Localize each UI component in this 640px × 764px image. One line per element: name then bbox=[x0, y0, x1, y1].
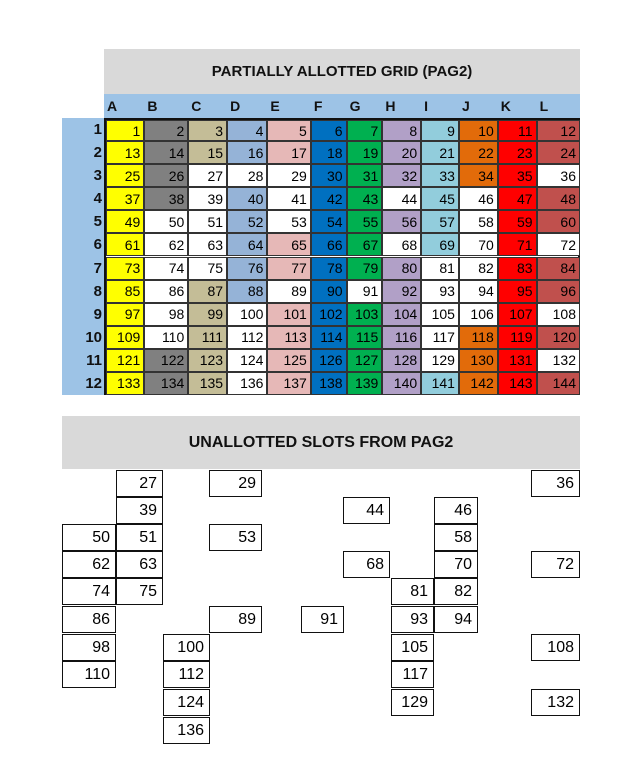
unallotted-slot: 105 bbox=[391, 634, 434, 661]
unallotted-slot: 124 bbox=[163, 689, 210, 716]
unallotted-slot: 63 bbox=[116, 551, 163, 578]
grid-cell: 105 bbox=[421, 303, 459, 326]
grid-cell: 33 bbox=[421, 164, 459, 187]
column-header-bar bbox=[104, 94, 580, 118]
grid-cell: 66 bbox=[311, 233, 347, 256]
row-number-5: 5 bbox=[93, 213, 102, 231]
grid-cell: 21 bbox=[421, 141, 459, 164]
grid-cell: 123 bbox=[188, 349, 227, 372]
grid-cell: 15 bbox=[188, 141, 227, 164]
grid-cell: 60 bbox=[537, 210, 580, 233]
grid-cell: 124 bbox=[227, 349, 267, 372]
grid-cell: 76 bbox=[227, 257, 267, 280]
unallotted-slot: 129 bbox=[391, 689, 434, 716]
grid-cell: 82 bbox=[459, 257, 498, 280]
unallotted-slot: 82 bbox=[434, 578, 478, 605]
grid-cell: 72 bbox=[537, 233, 580, 256]
grid-cell: 45 bbox=[421, 187, 459, 210]
grid-cell: 38 bbox=[144, 187, 188, 210]
unallotted-slot: 44 bbox=[343, 497, 390, 524]
unallotted-slot: 58 bbox=[434, 524, 478, 551]
column-letter-h: H bbox=[385, 98, 396, 114]
grid-cell: 7 bbox=[347, 120, 383, 141]
unallotted-slot: 132 bbox=[531, 689, 580, 716]
grid-cell: 8 bbox=[382, 120, 421, 141]
unallotted-slot: 110 bbox=[62, 661, 116, 688]
column-letter-i: I bbox=[424, 98, 429, 114]
grid-cell: 80 bbox=[382, 257, 421, 280]
grid-cell: 53 bbox=[267, 210, 310, 233]
grid-cell: 49 bbox=[106, 210, 144, 233]
grid-cell: 64 bbox=[227, 233, 267, 256]
unallotted-slot: 53 bbox=[209, 524, 262, 551]
grid-cell: 118 bbox=[459, 326, 498, 349]
grid-cell: 57 bbox=[421, 210, 459, 233]
grid-cell: 132 bbox=[537, 349, 580, 372]
unallotted-title: UNALLOTTED SLOTS FROM PAG2 bbox=[62, 416, 580, 469]
grid-cell: 100 bbox=[227, 303, 267, 326]
unallotted-slot: 86 bbox=[62, 606, 116, 633]
grid-cell: 13 bbox=[106, 141, 144, 164]
grid-cell: 137 bbox=[267, 372, 310, 395]
grid-cell: 17 bbox=[267, 141, 310, 164]
grid-cell: 11 bbox=[498, 120, 537, 141]
grid-cell: 109 bbox=[106, 326, 144, 349]
grid-cell: 88 bbox=[227, 280, 267, 303]
unallotted-slot: 81 bbox=[391, 578, 434, 605]
grid-cell: 91 bbox=[347, 280, 383, 303]
grid-cell: 128 bbox=[382, 349, 421, 372]
row-number-9: 9 bbox=[93, 305, 102, 323]
grid-cell: 19 bbox=[347, 141, 383, 164]
grid-cell: 120 bbox=[537, 326, 580, 349]
grid-cell: 115 bbox=[347, 326, 383, 349]
grid-cell: 117 bbox=[421, 326, 459, 349]
unallotted-slot: 91 bbox=[301, 606, 344, 633]
grid-cell: 61 bbox=[106, 233, 144, 256]
unallotted-slot: 112 bbox=[163, 661, 210, 688]
grid-cell: 67 bbox=[347, 233, 383, 256]
grid-cell: 89 bbox=[267, 280, 310, 303]
grid-cell: 31 bbox=[347, 164, 383, 187]
grid-cell: 35 bbox=[498, 164, 537, 187]
column-letter-k: K bbox=[500, 98, 511, 114]
unallotted-slot: 75 bbox=[116, 578, 163, 605]
grid-cell: 20 bbox=[382, 141, 421, 164]
grid-cell: 54 bbox=[311, 210, 347, 233]
grid-cell: 106 bbox=[459, 303, 498, 326]
grid-cell: 126 bbox=[311, 349, 347, 372]
grid-cell: 65 bbox=[267, 233, 310, 256]
unallotted-slot: 94 bbox=[434, 606, 478, 633]
row-number-2: 2 bbox=[93, 144, 102, 162]
grid-cell: 86 bbox=[144, 280, 188, 303]
grid-cell: 95 bbox=[498, 280, 537, 303]
grid-cell: 22 bbox=[459, 141, 498, 164]
grid-cell: 50 bbox=[144, 210, 188, 233]
grid-cell: 144 bbox=[537, 372, 580, 395]
grid-cell: 52 bbox=[227, 210, 267, 233]
grid-cell: 3 bbox=[188, 120, 227, 141]
grid-cell: 129 bbox=[421, 349, 459, 372]
grid-cell: 134 bbox=[144, 372, 188, 395]
grid-cell: 16 bbox=[227, 141, 267, 164]
grid-cell: 131 bbox=[498, 349, 537, 372]
column-letter-d: D bbox=[230, 98, 241, 114]
unallotted-slot: 50 bbox=[62, 524, 116, 551]
grid-cell: 69 bbox=[421, 233, 459, 256]
grid-cell: 142 bbox=[459, 372, 498, 395]
unallotted-slot: 39 bbox=[116, 497, 163, 524]
row-number-3: 3 bbox=[93, 167, 102, 185]
grid-cell: 9 bbox=[421, 120, 459, 141]
grid-cell: 84 bbox=[537, 257, 580, 280]
grid-cell: 12 bbox=[537, 120, 580, 141]
column-letter-a: A bbox=[107, 98, 118, 114]
unallotted-slot: 68 bbox=[343, 551, 390, 578]
grid-cell: 92 bbox=[382, 280, 421, 303]
grid-cell: 122 bbox=[144, 349, 188, 372]
grid-cell: 63 bbox=[188, 233, 227, 256]
grid-cell: 14 bbox=[144, 141, 188, 164]
grid-cell: 4 bbox=[227, 120, 267, 141]
grid-cell: 130 bbox=[459, 349, 498, 372]
grid-cell: 136 bbox=[227, 372, 267, 395]
grid-cell: 107 bbox=[498, 303, 537, 326]
unallotted-slot: 100 bbox=[163, 634, 210, 661]
grid-cell: 55 bbox=[347, 210, 383, 233]
grid-cell: 98 bbox=[144, 303, 188, 326]
unallotted-slot: 98 bbox=[62, 634, 116, 661]
grid-cell: 62 bbox=[144, 233, 188, 256]
unallotted-slot: 108 bbox=[531, 634, 580, 661]
unallotted-slot: 62 bbox=[62, 551, 116, 578]
row-number-4: 4 bbox=[93, 190, 102, 208]
grid-cell: 68 bbox=[382, 233, 421, 256]
grid-cell: 119 bbox=[498, 326, 537, 349]
grid-cell: 1 bbox=[106, 120, 144, 141]
grid-cell: 2 bbox=[144, 120, 188, 141]
grid-cell: 39 bbox=[188, 187, 227, 210]
row-number-7: 7 bbox=[93, 259, 102, 277]
unallotted-slot: 70 bbox=[434, 551, 478, 578]
grid-cell: 42 bbox=[311, 187, 347, 210]
grid-cell: 113 bbox=[267, 326, 310, 349]
grid-cell: 40 bbox=[227, 187, 267, 210]
grid-cell: 104 bbox=[382, 303, 421, 326]
grid-cell: 48 bbox=[537, 187, 580, 210]
grid-cell: 70 bbox=[459, 233, 498, 256]
grid-cell: 101 bbox=[267, 303, 310, 326]
column-letter-c: C bbox=[191, 98, 202, 114]
grid-cell: 46 bbox=[459, 187, 498, 210]
grid-cell: 29 bbox=[267, 164, 310, 187]
unallotted-slot: 29 bbox=[209, 470, 262, 497]
allotment-grid bbox=[104, 118, 580, 395]
grid-cell: 96 bbox=[537, 280, 580, 303]
grid-cell: 74 bbox=[144, 257, 188, 280]
row-number-1: 1 bbox=[93, 121, 102, 138]
grid-cell: 18 bbox=[311, 141, 347, 164]
unallotted-slot: 74 bbox=[62, 578, 116, 605]
unallotted-slot: 46 bbox=[434, 497, 478, 524]
grid-cell: 6 bbox=[311, 120, 347, 141]
grid-cell: 5 bbox=[267, 120, 310, 141]
unallotted-slot: 136 bbox=[163, 717, 210, 744]
column-letter-f: F bbox=[313, 98, 323, 114]
grid-cell: 93 bbox=[421, 280, 459, 303]
grid-cell: 44 bbox=[382, 187, 421, 210]
grid-cell: 110 bbox=[144, 326, 188, 349]
grid-cell: 41 bbox=[267, 187, 310, 210]
grid-cell: 97 bbox=[106, 303, 144, 326]
grid-cell: 108 bbox=[537, 303, 580, 326]
grid-cell: 37 bbox=[106, 187, 144, 210]
row-number-12: 12 bbox=[85, 374, 102, 392]
grid-cell: 81 bbox=[421, 257, 459, 280]
grid-cell: 114 bbox=[311, 326, 347, 349]
grid-cell: 135 bbox=[188, 372, 227, 395]
grid-cell: 133 bbox=[106, 372, 144, 395]
grid-cell: 125 bbox=[267, 349, 310, 372]
grid-cell: 71 bbox=[498, 233, 537, 256]
grid-cell: 58 bbox=[459, 210, 498, 233]
grid-cell: 140 bbox=[382, 372, 421, 395]
grid-cell: 43 bbox=[347, 187, 383, 210]
column-letter-l: L bbox=[539, 98, 549, 114]
row-number-8: 8 bbox=[93, 282, 102, 300]
grid-cell: 79 bbox=[347, 257, 383, 280]
unallotted-slot: 27 bbox=[116, 470, 163, 497]
grid-cell: 10 bbox=[459, 120, 498, 141]
row-number-10: 10 bbox=[85, 328, 102, 346]
grid-cell: 73 bbox=[106, 257, 144, 280]
unallotted-slot: 117 bbox=[391, 661, 434, 688]
grid-cell: 112 bbox=[227, 326, 267, 349]
grid-cell: 24 bbox=[537, 141, 580, 164]
grid-cell: 94 bbox=[459, 280, 498, 303]
unallotted-slot: 51 bbox=[116, 524, 163, 551]
grid-title: PARTIALLY ALLOTTED GRID (PAG2) bbox=[104, 49, 580, 94]
grid-cell: 23 bbox=[498, 141, 537, 164]
grid-cell: 87 bbox=[188, 280, 227, 303]
grid-cell: 51 bbox=[188, 210, 227, 233]
row-header-bar bbox=[62, 118, 105, 395]
grid-cell: 47 bbox=[498, 187, 537, 210]
unallotted-slot: 89 bbox=[209, 606, 262, 633]
grid-cell: 90 bbox=[311, 280, 347, 303]
grid-cell: 56 bbox=[382, 210, 421, 233]
grid-cell: 36 bbox=[537, 164, 580, 187]
row-number-11: 11 bbox=[86, 351, 102, 369]
unallotted-slot: 36 bbox=[531, 470, 580, 497]
grid-cell: 26 bbox=[144, 164, 188, 187]
grid-cell: 28 bbox=[227, 164, 267, 187]
grid-cell: 78 bbox=[311, 257, 347, 280]
grid-cell: 75 bbox=[188, 257, 227, 280]
grid-cell: 138 bbox=[311, 372, 347, 395]
grid-cell: 30 bbox=[311, 164, 347, 187]
grid-cell: 34 bbox=[459, 164, 498, 187]
grid-cell: 85 bbox=[106, 280, 144, 303]
grid-cell: 127 bbox=[347, 349, 383, 372]
column-letter-e: E bbox=[270, 98, 280, 114]
grid-cell: 77 bbox=[267, 257, 310, 280]
grid-cell: 102 bbox=[311, 303, 347, 326]
grid-cell: 25 bbox=[106, 164, 144, 187]
grid-cell: 27 bbox=[188, 164, 227, 187]
unallotted-slot: 72 bbox=[531, 551, 580, 578]
unallotted-slot: 93 bbox=[391, 606, 434, 633]
column-letter-b: B bbox=[147, 98, 158, 114]
grid-cell: 99 bbox=[188, 303, 227, 326]
grid-cell: 139 bbox=[347, 372, 383, 395]
row-number-6: 6 bbox=[93, 236, 102, 254]
grid-cell: 32 bbox=[382, 164, 421, 187]
grid-cell: 143 bbox=[498, 372, 537, 395]
grid-cell: 83 bbox=[498, 257, 537, 280]
grid-cell: 141 bbox=[421, 372, 459, 395]
grid-cell: 103 bbox=[347, 303, 383, 326]
column-letter-g: G bbox=[349, 98, 361, 114]
grid-cell: 121 bbox=[106, 349, 144, 372]
column-letter-j: J bbox=[461, 98, 470, 114]
grid-cell: 59 bbox=[498, 210, 537, 233]
grid-cell: 111 bbox=[188, 326, 227, 349]
grid-cell: 116 bbox=[382, 326, 421, 349]
